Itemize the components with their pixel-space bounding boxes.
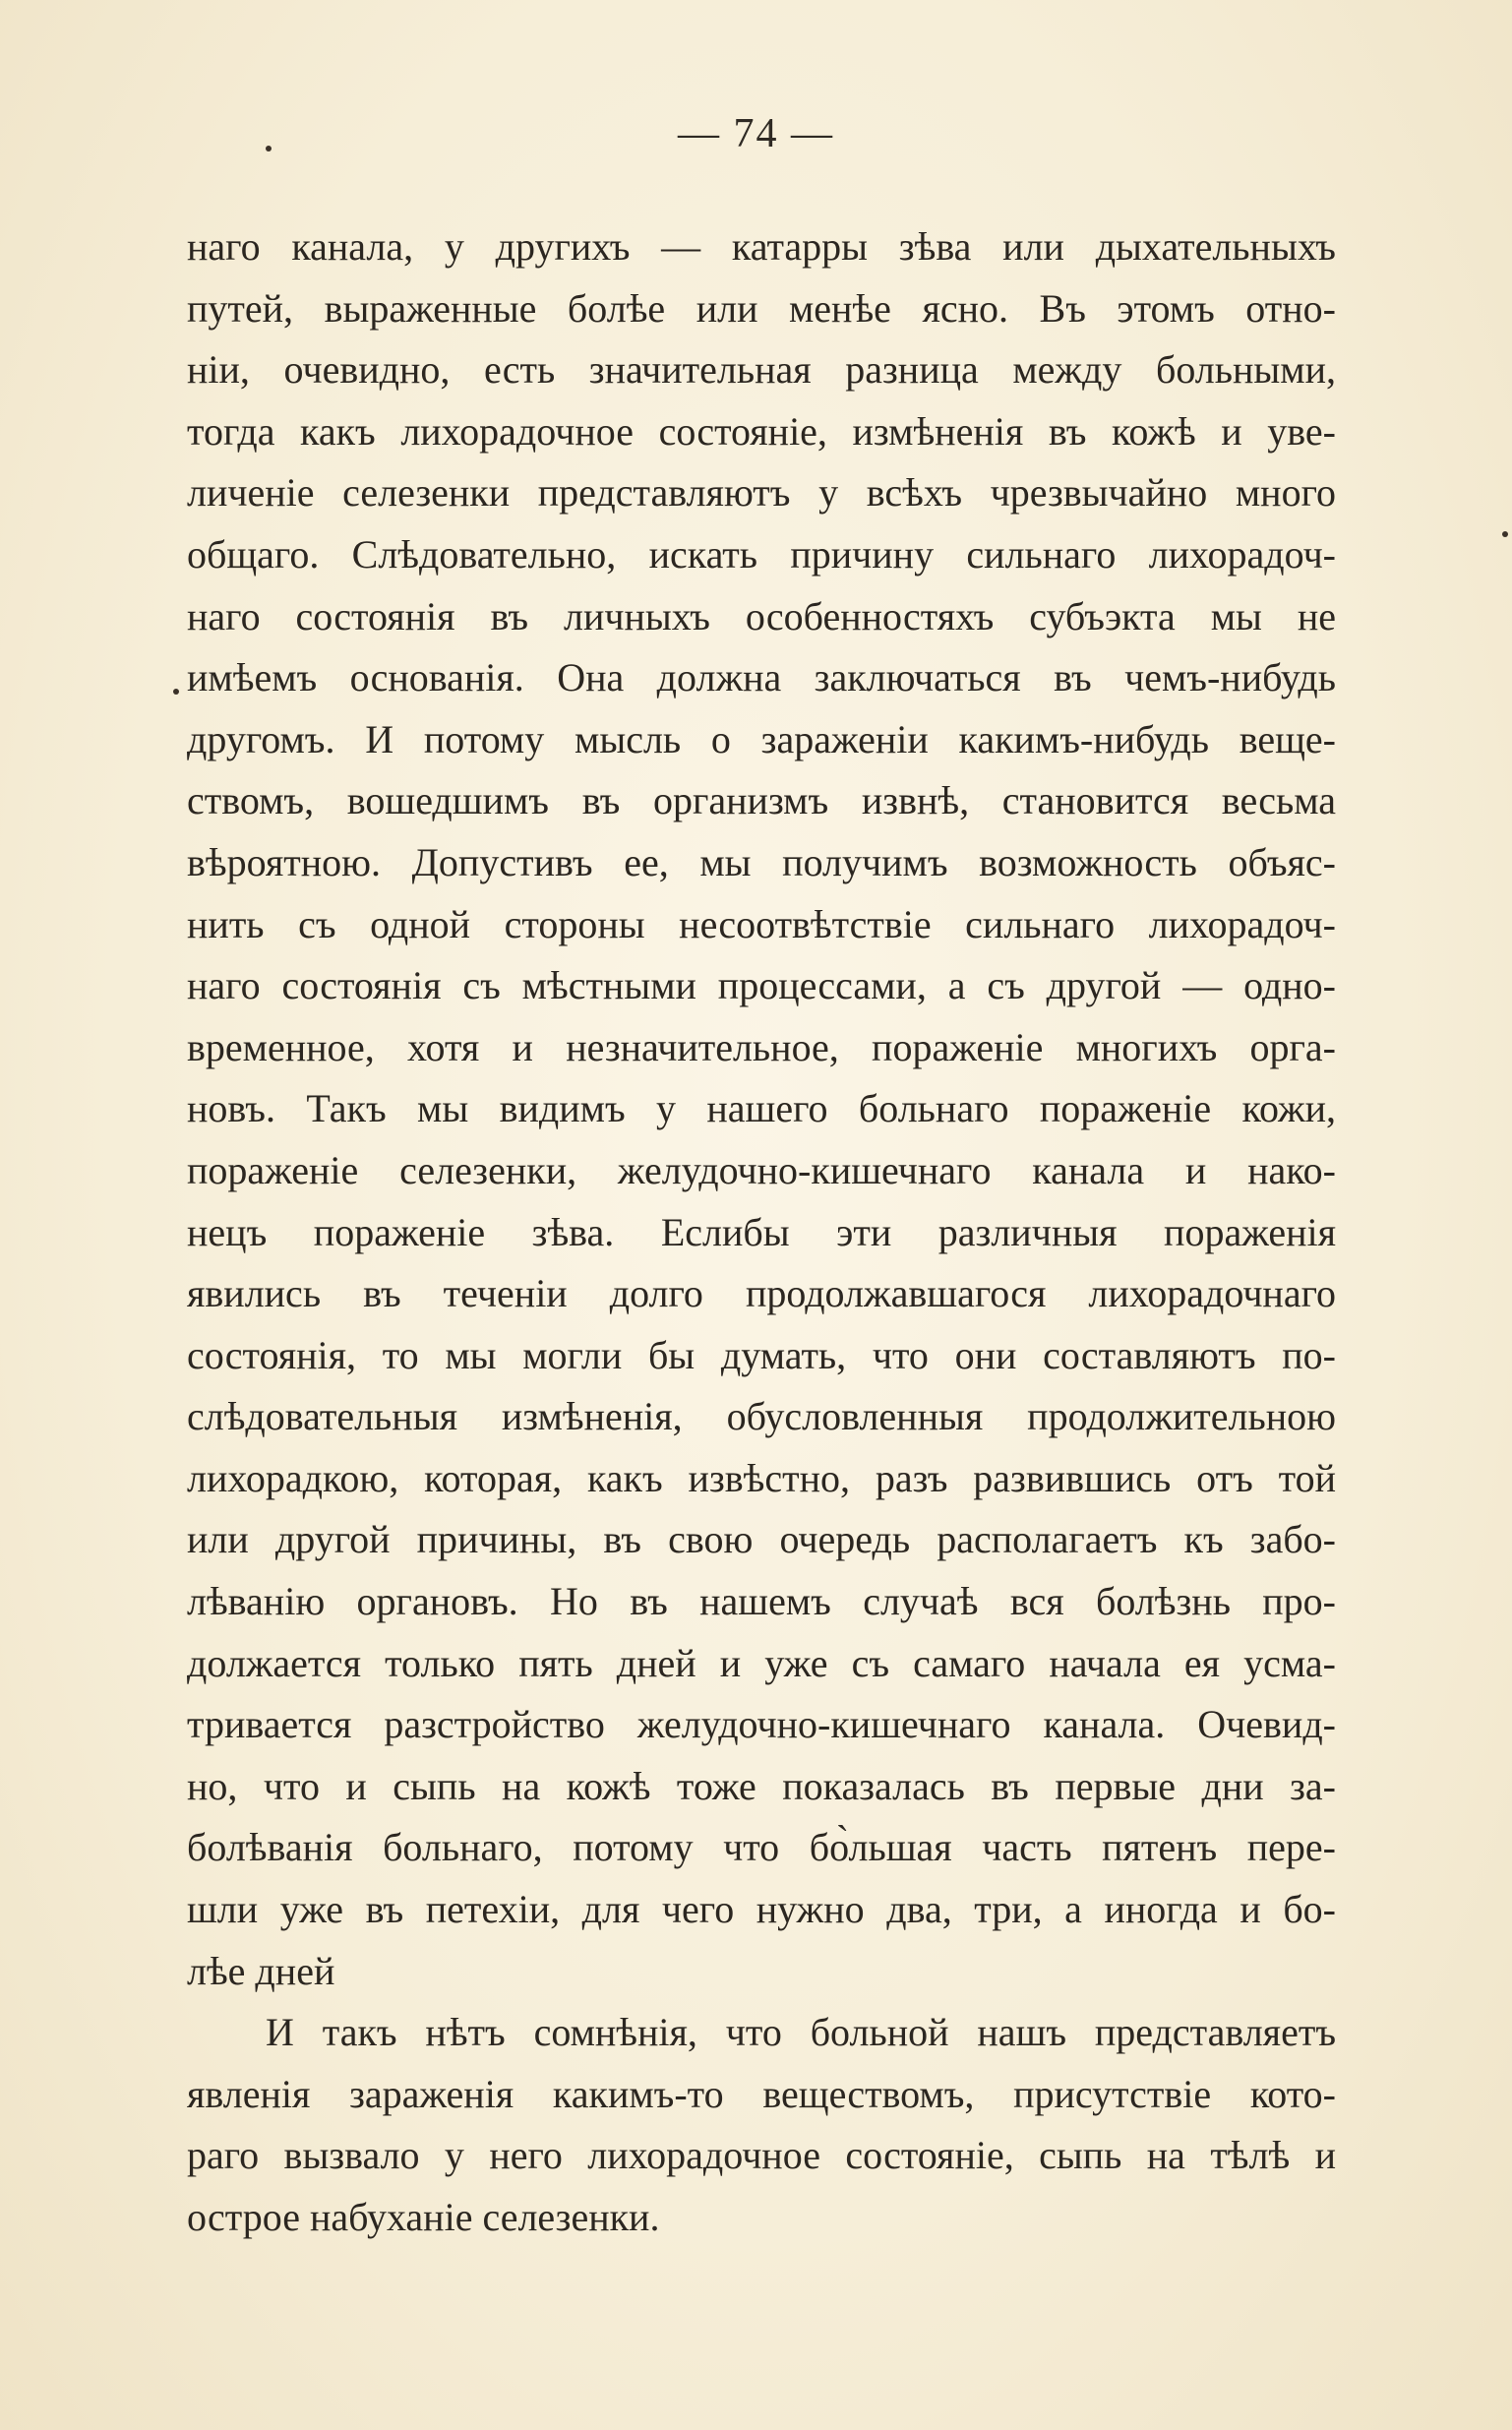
- page-number: — 74 —: [678, 111, 834, 156]
- text-line: нецъ пораженіе зѣва. Еслибы эти различныя пораженія: [187, 1209, 1336, 1254]
- text-line: или другой причины, въ свою очередь располагаетъ къ забо-: [187, 1517, 1336, 1562]
- paper-speck: [1502, 531, 1508, 537]
- paragraph-end-line: острое набуханіе селезенки.: [187, 2195, 660, 2239]
- text-line: тривается разстройство желудочно-кишечнаго канала. Очевид-: [187, 1702, 1336, 1747]
- text-line: ніи, очевидно, есть значительная разница между больными,: [187, 347, 1336, 393]
- text-line: лѣванію органовъ. Но въ нашемъ случаѣ вся болѣзнь про-: [187, 1579, 1336, 1624]
- text-line: но, что и сыпь на кожѣ тоже показалась въ первые дни за-: [187, 1763, 1336, 1808]
- paragraph-start-line: И такъ нѣтъ сомнѣнія, что больной нашъ представляетъ: [266, 2010, 1336, 2055]
- text-line: личеніе селезенки представляютъ у всѣхъ чрезвычайно много: [187, 470, 1336, 516]
- text-line: лихорадкою, которая, какъ извѣстно, разъ развившись отъ той: [187, 1455, 1336, 1500]
- text-line: явились въ теченіи долго продолжавшагося лихорадочнаго: [187, 1271, 1336, 1316]
- text-line: шли уже въ петехіи, для чего нужно два, три, а иногда и бо-: [187, 1887, 1336, 1932]
- text-line: явленія зараженія какимъ-то веществомъ, присутствіе кото-: [187, 2071, 1336, 2116]
- text-line: наго состоянія съ мѣстными процессами, а съ другой — одно-: [187, 963, 1336, 1008]
- text-line: раго вызвало у него лихорадочное состояніе, сыпь на тѣлѣ и: [187, 2133, 1336, 2178]
- text-line: другомъ. И потому мысль о зараженіи какимъ-нибудь веще-: [187, 716, 1336, 761]
- text-line: временное, хотя и незначительное, пораженіе многихъ орга-: [187, 1024, 1336, 1069]
- text-line: состоянія, то мы могли бы думать, что они составляютъ по-: [187, 1332, 1336, 1377]
- text-line: наго канала, у другихъ — катарры зѣва или дыхательныхъ: [187, 224, 1336, 269]
- text-line: слѣдовательныя измѣненія, обусловленныя продолжительною: [187, 1394, 1336, 1439]
- text-line: имѣемъ основанія. Она должна заключаться въ чемъ-нибудь: [187, 655, 1336, 700]
- text-line: новъ. Такъ мы видимъ у нашего больнаго пораженіе кожи,: [187, 1086, 1336, 1131]
- text-line: путей, выраженные болѣе или менѣе ясно. Въ этомъ отно-: [187, 285, 1336, 331]
- text-line: пораженіе селезенки, желудочно-кишечнаго канала и нако-: [187, 1147, 1336, 1192]
- text-line: должается только пять дней и уже съ самаго начала ея усма-: [187, 1640, 1336, 1685]
- text-line: общаго. Слѣдовательно, искать причину сильнаго лихорадоч-: [187, 531, 1336, 577]
- text-line: ствомъ, вошедшимъ въ организмъ извнѣ, становится весьма: [187, 778, 1336, 823]
- text-line: наго состоянія въ личныхъ особенностяхъ субъэкта мы не: [187, 593, 1336, 638]
- body-text: [187, 216, 1336, 2249]
- text-line: вѣроятною. Допустивъ ее, мы получимъ возможность объяс-: [187, 839, 1336, 884]
- paragraph-end-line: лѣе дней: [187, 1948, 335, 1993]
- paper-speck: [266, 146, 272, 152]
- text-line: болѣванія больнаго, потому что бо̀льшая часть пятенъ пере-: [187, 1825, 1336, 1870]
- text-line: тогда какъ лихорадочное состояніе, измѣненія въ кожѣ и уве-: [187, 408, 1336, 454]
- paper-speck: [173, 689, 179, 695]
- text-line: нить съ одной стороны несоотвѣтствіе сильнаго лихорадоч-: [187, 901, 1336, 946]
